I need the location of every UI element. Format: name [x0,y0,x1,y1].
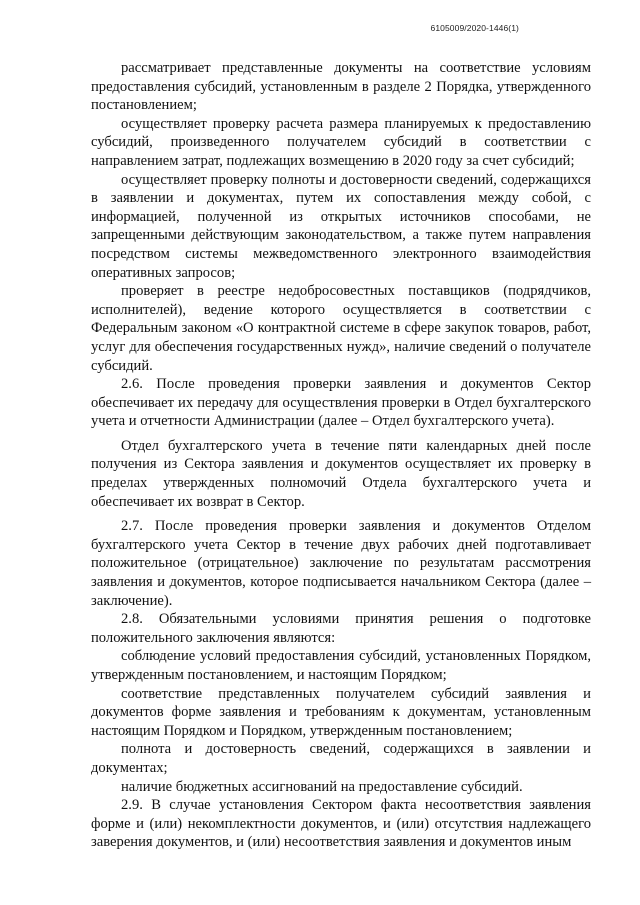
paragraph-check-calculation: осуществляет проверку расчета размера планируемых к предоставлению субсидий, произведенного получателем субсидий в соответствии с направлением затрат, подлежащих возмещению в 2020 году за счет субсидий; [91,115,591,169]
paragraph-check-completeness: осуществляет проверку полноты и достоверности сведений, содержащихся в заявлении и документах, путем их сопоставления между собой, с информацией, полученной из открытых источников способами, не запрещенными действующим законодательством, а также путем направления посредством системы межведомственного электронного взаимодействия оперативных запросов; [91,171,591,281]
paragraph-2-7: 2.7. После проведения проверки заявления и документов Отделом бухгалтерского учета Сектор в течение двух рабочих дней подготавливает положительное (отрицательное) заключение по результатам рассмотрения заявления и документов, которое подписывается начальником Сектора (далее – заключение). [91,518,591,609]
paragraph-accounting-check: Отдел бухгалтерского учета в течение пяти календарных дней после получения из Сектора заявления и документов осуществляет их проверку в пределах утвержденных полномочий Отдела бухгалтерского учета и обеспечивает их возврат в Сектор. [91,437,591,510]
paragraph-condition-accuracy: полнота и достоверность сведений, содержащихся в заявлении и документах; [91,741,591,776]
paragraph-review-documents: рассматривает представленные документы на соответствие условиям предоставления субсидий, установленным в разделе 2 Порядка, утвержденного постановлением; [91,60,591,114]
document-number: 6105009/2020-1446(1) [430,23,519,33]
paragraph-condition-compliance: соблюдение условий предоставления субсидий, установленных Порядком, утвержденным постановлением, и настоящим Порядком; [91,648,591,683]
paragraph-2-9: 2.9. В случае установления Сектором факта несоответствия заявления форме и (или) некомплектности документов, и (или) отсутствия надлежащего заверения документов, и (или) несоответствия заявления и документов иным [91,797,591,851]
paragraph-condition-conformity: соответствие представленных получателем субсидий заявления и документов форме заявления и требованиям к документам, установленным настоящим Порядком и Порядком, утвержденным постановлением; [91,685,591,739]
paragraph-condition-budget: наличие бюджетных ассигнований на предоставление субсидий. [121,778,523,795]
document-body [91,59,591,852]
paragraph-2-8: 2.8. Обязательными условиями принятия решения о подготовке положительного заключения являются: [91,611,591,646]
paragraph-registry-check: проверяет в реестре недобросовестных поставщиков (подрядчиков, исполнителей), ведение которого осуществляется в соответствии с Федеральным законом «О контрактной системе в сфере закупок товаров, работ, услуг для обеспечения государственных нужд», наличие сведений о получателе субсидий. [91,283,591,374]
paragraph-2-6: 2.6. После проведения проверки заявления и документов Сектор обеспечивает их передачу для осуществления проверки в Отдел бухгалтерского учета и отчетности Администрации (далее – Отдел бухгалтерского учета). [91,376,591,430]
